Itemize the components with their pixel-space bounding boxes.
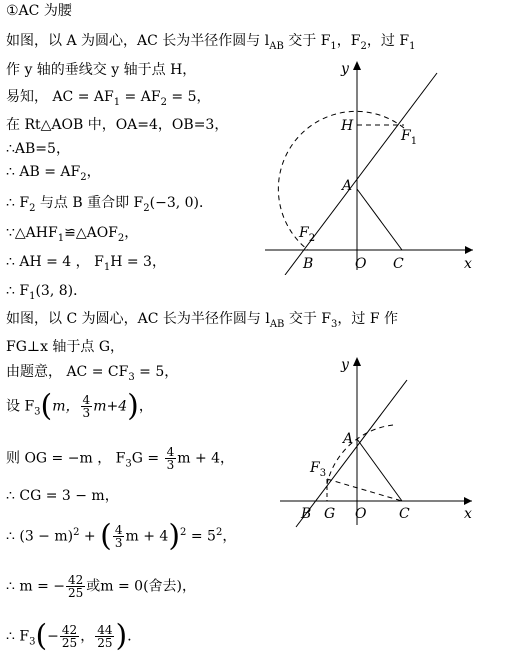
text-line-11: 如图，以 C 为圆心，AC 长为半径作圆与 $l_{AB}$ 交于 $F_3$，过 F 作 bbox=[6, 311, 399, 330]
label-h: H bbox=[341, 118, 354, 134]
text-line-15: 则 OG = −m ， $F_3G$ = $\frac{4}{3}$ m + 4， bbox=[6, 445, 235, 472]
fraction-44-25: $\frac{44}{25}$ bbox=[97, 623, 113, 650]
y-axis-arrow bbox=[353, 357, 361, 366]
fraction-4-3: $\frac{4}{3}$ bbox=[82, 393, 91, 420]
y-axis-arrow bbox=[353, 61, 361, 70]
text-line-10: ∴ $F_1(3$, 8)． bbox=[6, 283, 88, 302]
label-c: C bbox=[399, 506, 410, 522]
text-line-4: 在 Rt△AOB 中，OA=4，OB=3， bbox=[6, 117, 229, 133]
text-line-5: ∴AB=5， bbox=[6, 141, 70, 157]
text-line-16: ∴ CG = 3 − m， bbox=[6, 488, 119, 504]
text-line-9: ∴ AH = 4 ， $F_1H = 3$， bbox=[6, 254, 166, 273]
fraction-4-3: $\frac{4}{3}$ bbox=[166, 445, 175, 472]
text-line-13: 由题意， AC = $CF_3 = 5$， bbox=[6, 364, 179, 383]
line-ab bbox=[285, 73, 437, 275]
text-line-1: 如图，以 A 为圆心，AC 长为半径作圆与 $l_{AB}$ 交于 $F_1$，$F_2$，过 $F_1$ bbox=[6, 33, 416, 52]
text-line-8: $\because\triangle AHF_1≌\triangle AOF_2$， bbox=[6, 225, 139, 244]
text-line-2: 作 y 轴的垂线交 y 轴于点 H， bbox=[6, 62, 197, 78]
segment-f3c bbox=[327, 479, 402, 501]
x-axis-arrow bbox=[464, 497, 472, 505]
label-b: B bbox=[301, 506, 312, 522]
line-ab bbox=[296, 380, 407, 527]
label-y: y bbox=[341, 357, 349, 373]
text-line-14: 设 $F_3(m$， $\frac{4}{3}$ m+4)， bbox=[6, 388, 153, 424]
segment-ac bbox=[357, 439, 402, 501]
label-a: A bbox=[343, 431, 354, 447]
fraction-42-25: $\frac{42}{25}$ bbox=[61, 623, 78, 650]
label-x: x bbox=[464, 256, 472, 272]
segment-ac bbox=[357, 189, 402, 250]
label-a: A bbox=[342, 178, 353, 194]
label-x: x bbox=[464, 506, 472, 522]
text-line-18: ∴ m = − $\frac{42}{25}$ 或m = 0(舍去)， bbox=[6, 573, 197, 600]
text-line-17: ∴ $(3 - m)^2$ + ( $\frac{4}{3}$ $m + 4)^2 = 5^2$， bbox=[6, 518, 237, 554]
label-b: B bbox=[303, 256, 314, 272]
label-f3: $F_3$ bbox=[310, 460, 327, 479]
section-title: ①AC 为腰 bbox=[6, 3, 72, 19]
label-o: O bbox=[355, 256, 367, 272]
fraction-4-3: $\frac{4}{3}$ bbox=[114, 523, 123, 551]
text-line-12: FG⊥x 轴于点 G， bbox=[6, 339, 125, 355]
label-o: O bbox=[355, 506, 367, 522]
x-axis-arrow bbox=[465, 246, 473, 254]
figure-2 bbox=[260, 355, 485, 530]
label-y: y bbox=[341, 61, 349, 77]
figure-1 bbox=[255, 55, 480, 275]
label-g: G bbox=[324, 506, 336, 522]
label-c: C bbox=[393, 256, 404, 272]
text-line-19: ∴ $F_3(-$ $\frac{42}{25}$ ， $\frac{44}{25}$ )． bbox=[6, 618, 142, 654]
fraction-42-25: $\frac{42}{25}$ bbox=[68, 573, 84, 600]
text-line-7: ∴ $F_2$ 与点 B 重合即 $F_2(-3$, 0)． bbox=[6, 195, 214, 214]
label-f1: $F_1$ bbox=[401, 128, 418, 147]
text-line-6: ∴ AB = $AF_2$， bbox=[6, 164, 101, 183]
label-f2: $F_2$ bbox=[299, 225, 316, 244]
text-line-3: 易知， AC = $AF_1 = AF_2 = 5$， bbox=[6, 89, 211, 108]
